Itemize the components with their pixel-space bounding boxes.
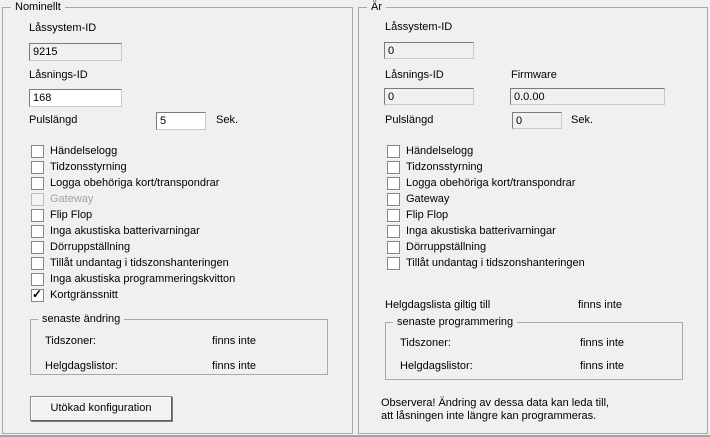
checkbox-icon[interactable] [31, 209, 44, 222]
checkbox-logga-obehoriga-nominal[interactable] [31, 176, 219, 190]
checkbox-tillat-undantag-nominal[interactable] [31, 256, 229, 270]
checkbox-dorruppstallning-actual[interactable] [387, 240, 486, 254]
pulse-length-label-nominal: Pulslängd [29, 114, 78, 126]
checkbox-tidzonsstyrning-actual[interactable] [387, 160, 483, 174]
checkbox-icon[interactable] [31, 257, 44, 270]
nominal-group-title: Nominellt [11, 1, 65, 14]
checkbox-icon[interactable] [387, 177, 400, 190]
lock-system-id-label-actual: Låssystem-ID [385, 21, 453, 33]
checkbox-handelselogg-nominal[interactable] [31, 144, 117, 158]
pulse-length-field-nominal[interactable] [156, 112, 206, 130]
checkbox-icon[interactable] [387, 241, 400, 254]
checkbox-label: Inga akustiska programmeringskvitton [50, 272, 236, 285]
checkbox-icon[interactable] [31, 161, 44, 174]
locking-id-field-actual [384, 88, 474, 105]
checkbox-flip-flop-nominal[interactable] [31, 208, 92, 222]
locking-id-field-nominal[interactable] [29, 89, 122, 107]
checkbox-kortgranssnitt-nominal[interactable] [31, 288, 118, 302]
checkbox-label: Tidzonsstyrning [406, 160, 483, 173]
pulse-length-unit-nominal: Sek. [216, 114, 239, 126]
checkbox-label: Händelselogg [50, 144, 118, 157]
pulse-length-unit-actual: Sek. [571, 114, 594, 126]
checkbox-gateway-actual[interactable] [387, 192, 449, 206]
last-change-group [30, 313, 328, 375]
checkbox-label: Tidzonsstyrning [50, 160, 127, 173]
holiday-list-valid-until-value: finns inte [578, 299, 623, 311]
holiday-lists-label: Helgdagslistor: [400, 360, 473, 372]
checkbox-inga-batterivarningar-actual[interactable] [387, 224, 556, 238]
checkbox-logga-obehoriga-actual[interactable] [387, 176, 575, 190]
holiday-lists-value: finns inte [580, 360, 625, 372]
lock-system-id-field-actual [384, 42, 474, 59]
firmware-label: Firmware [511, 69, 557, 81]
checkbox-label: Flip Flop [50, 208, 93, 221]
checkbox-label: Inga akustiska batterivarningar [50, 224, 200, 237]
checkbox-label: Logga obehöriga kort/transpondrar [50, 176, 220, 189]
checkbox-icon [31, 193, 44, 206]
checkbox-label: Kortgränssnitt [50, 288, 118, 301]
checkbox-tillat-undantag-actual[interactable] [387, 256, 585, 270]
checkbox-label: Inga akustiska batterivarningar [406, 224, 556, 237]
checkbox-tidzonsstyrning-nominal[interactable] [31, 160, 127, 174]
nominal-group [2, 1, 353, 434]
checkbox-flip-flop-actual[interactable] [387, 208, 448, 222]
last-programming-group-title: senaste programmering [393, 316, 517, 329]
timezones-value: finns inte [580, 337, 625, 349]
checkbox-label: Gateway [406, 192, 450, 205]
checkbox-inga-programmeringskvitton-nominal[interactable] [31, 272, 235, 286]
checkbox-label: Flip Flop [406, 208, 449, 221]
locking-id-label-actual: Låsnings-ID [385, 69, 444, 81]
lock-system-id-label-nominal: Låssystem-ID [29, 22, 97, 34]
holiday-list-valid-until-label: Helgdagslista giltig till [385, 299, 491, 311]
holiday-lists-value: finns inte [212, 360, 257, 372]
checkbox-icon[interactable] [387, 209, 400, 222]
checkbox-gateway-nominal [31, 192, 93, 206]
checkbox-label: Gateway [50, 192, 94, 205]
checkbox-icon[interactable] [387, 225, 400, 238]
warning-note-line2: att låsningen inte längre kan programmeras. [381, 410, 597, 422]
locking-id-label-nominal: Låsnings-ID [29, 69, 88, 81]
last-programming-group [385, 316, 683, 380]
last-change-group-title: senaste ändring [38, 313, 124, 326]
checkbox-icon[interactable] [31, 241, 44, 254]
checkbox-dorruppstallning-nominal[interactable] [31, 240, 130, 254]
checkbox-icon[interactable] [31, 177, 44, 190]
lock-system-id-field-nominal [29, 43, 122, 61]
checkbox-icon[interactable] [31, 273, 44, 286]
checkbox-label: Händelselogg [406, 144, 474, 157]
checkbox-icon[interactable] [387, 161, 400, 174]
checkbox-label: Tillåt undantag i tidszonshanteringen [406, 256, 585, 269]
timezones-label: Tidszoner: [45, 335, 96, 347]
timezones-value: finns inte [212, 335, 257, 347]
extended-configuration-button[interactable]: Utökad konfiguration [30, 396, 172, 421]
holiday-lists-label: Helgdagslistor: [45, 360, 118, 372]
checkbox-label: Dörruppställning [406, 240, 487, 253]
firmware-field [510, 88, 665, 105]
checkbox-icon[interactable] [31, 145, 44, 158]
warning-note-line1: Observera! Ändring av dessa data kan leda till, [381, 397, 610, 409]
checkbox-label: Logga obehöriga kort/transpondrar [406, 176, 576, 189]
actual-group-title: Är [367, 1, 386, 14]
checkbox-icon[interactable] [387, 193, 400, 206]
checkbox-icon[interactable] [387, 257, 400, 270]
checkbox-label: Tillåt undantag i tidszonshanteringen [50, 256, 229, 269]
pulse-length-field-actual [512, 112, 562, 129]
checkbox-inga-batterivarningar-nominal[interactable] [31, 224, 200, 238]
timezones-label: Tidszoner: [400, 337, 451, 349]
checkbox-label: Dörruppställning [50, 240, 131, 253]
actual-group [358, 1, 708, 434]
pulse-length-label-actual: Pulslängd [385, 114, 434, 126]
checkbox-handelselogg-actual[interactable] [387, 144, 473, 158]
checkbox-icon[interactable] [31, 289, 44, 302]
checkbox-icon[interactable] [387, 145, 400, 158]
checkbox-icon[interactable] [31, 225, 44, 238]
